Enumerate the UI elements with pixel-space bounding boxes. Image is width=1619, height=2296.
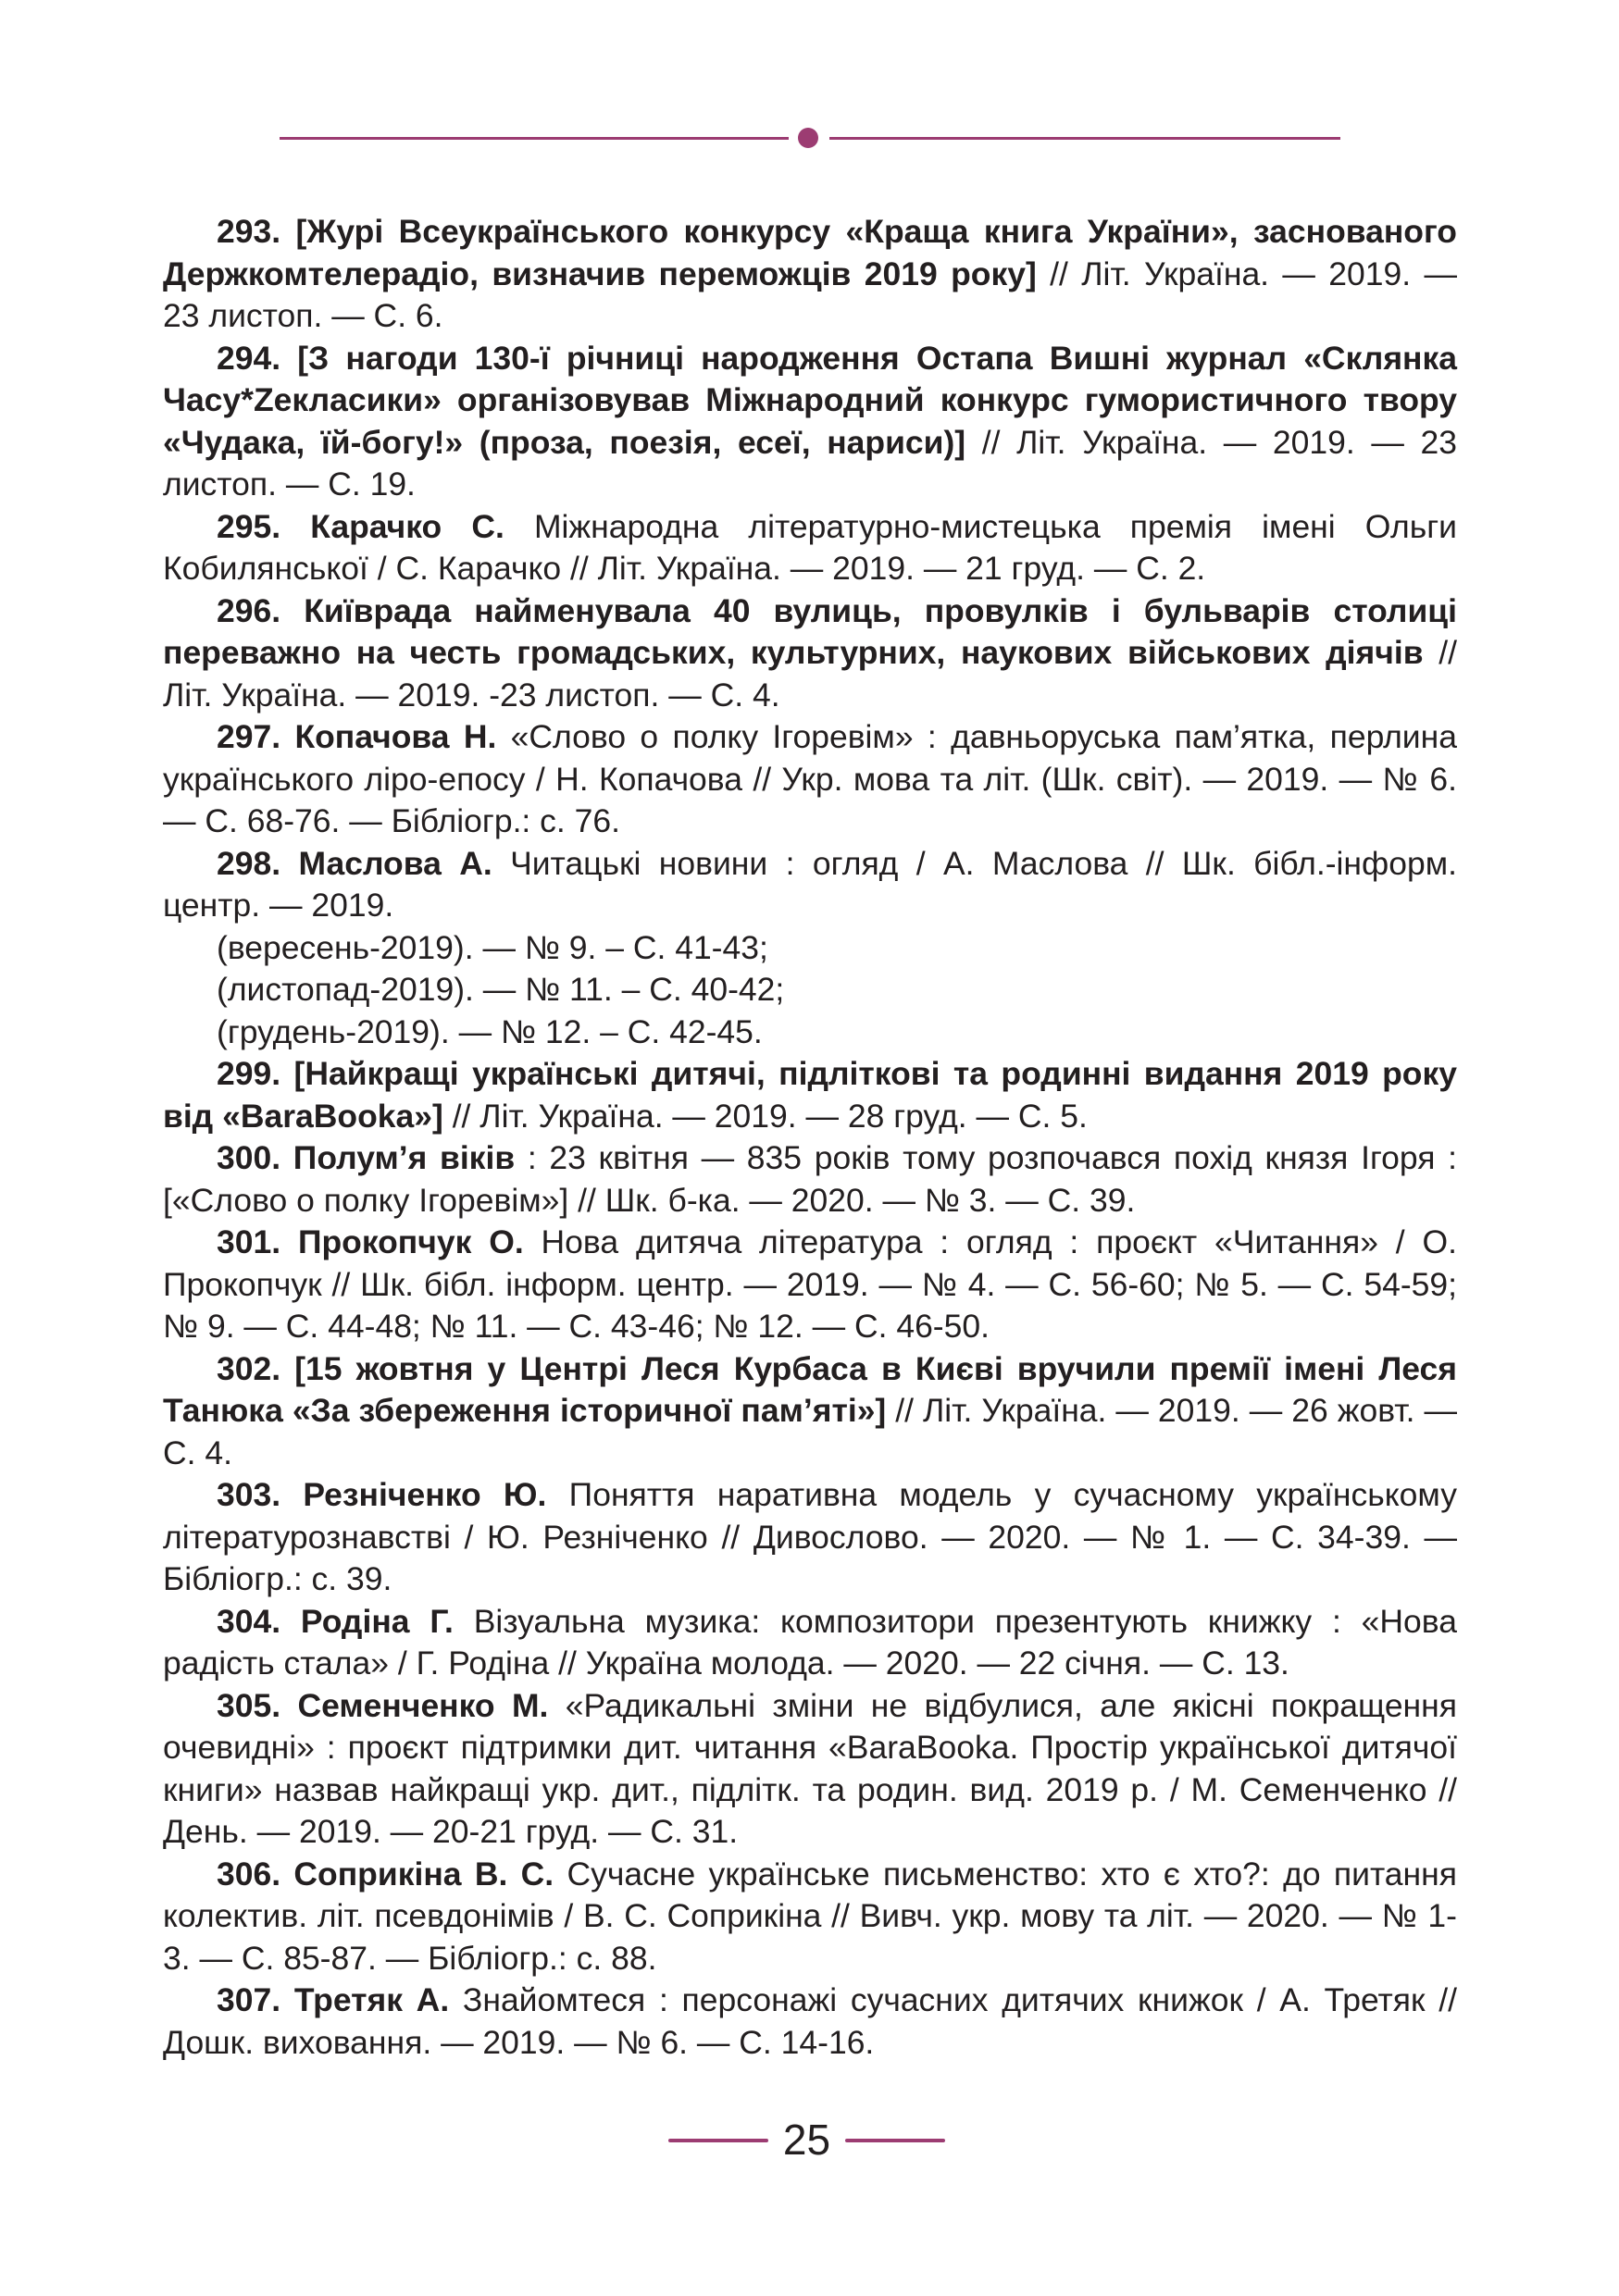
entry-details: Візуальна музика: композитори презентують книжку : «Нова радість стала» / Г. Родіна // Україна молода. — 2020. — 22 січня. — С. 13. bbox=[163, 1602, 1457, 1682]
entry-author: Соприкіна В. С. bbox=[293, 1855, 554, 1893]
entry-details: // Літ. Україна. — 2019. -23 листоп. — С. 4. bbox=[163, 634, 1457, 714]
page-footer bbox=[0, 2112, 1619, 2167]
bibliography-entry bbox=[163, 506, 1457, 590]
entry-number: 307. bbox=[217, 1981, 281, 2018]
ornament-dot bbox=[798, 128, 818, 148]
entry-author: Семенченко М. bbox=[297, 1686, 549, 1724]
entry-number: 293. bbox=[217, 213, 281, 250]
entry-bold-title: [Журі Всеукраїнського конкурсу «Краща книга України», заснованого Держкомтелерадіо, визначив переможців 2019 року] bbox=[163, 213, 1457, 292]
entry-author: Маслова А. bbox=[298, 844, 492, 882]
page-number: 25 bbox=[782, 2116, 831, 2164]
bibliography-entry bbox=[163, 1601, 1457, 1685]
entry-number: 298. bbox=[217, 844, 281, 882]
entry-bold-title: [Найкращі українські дитячі, підліткові та родинні видання 2019 року від «BaraBooka»] bbox=[163, 1055, 1457, 1135]
entry-number: 297. bbox=[217, 718, 281, 755]
entry-details: // Літ. Україна. — 2019. — 23 листоп. — С. 19. bbox=[163, 423, 1457, 503]
bibliography-entry bbox=[163, 1222, 1457, 1348]
entry-number: 294. bbox=[217, 339, 281, 377]
top-ornament bbox=[280, 128, 1340, 148]
bibliography-entry bbox=[163, 1053, 1457, 1137]
entry-details: // Літ. Україна. — 2019. — 28 груд. — С. 5. bbox=[442, 1097, 1088, 1135]
ornament-line-right bbox=[829, 137, 1340, 140]
entry-author: Карачко С. bbox=[310, 507, 504, 545]
bibliography-entry bbox=[163, 843, 1457, 1054]
entry-author: Резніченко Ю. bbox=[303, 1476, 547, 1513]
entry-number: 299. bbox=[217, 1055, 281, 1092]
bibliography-entry bbox=[163, 211, 1457, 338]
entry-details: «Радикальні зміни не відбулися, але якісні покращення очевидні» : проєкт підтримки дит. читання «BaraBooka. Простір української дитячої книги» назвав найкращі укр. дит., підлітк. та родин. вид. 2019 р. / М. Семенченко // День. — 2019. — 20-21 груд. — С. 31. bbox=[163, 1686, 1457, 1850]
bibliography-entry bbox=[163, 1685, 1457, 1854]
entry-bold-title: [15 жовтня у Центрі Леся Курбаса в Києві вручили премії імені Леся Танюка «За збереження історичної пам’яті»] bbox=[163, 1349, 1457, 1429]
entry-number: 302. bbox=[217, 1349, 281, 1387]
entry-number: 300. bbox=[217, 1139, 281, 1176]
entry-details: Міжнародна літературно-мистецька премія імені Ольги Кобилянської / С. Карачко // Літ. Україна. — 2019. — 21 груд. — С. 2. bbox=[163, 507, 1457, 587]
footer-line-right bbox=[845, 2139, 945, 2142]
bibliography-entry bbox=[163, 1474, 1457, 1601]
entry-details: Читацькі новини : огляд / А. Маслова // Шк. бібл.-інформ. центр. — 2019. bbox=[163, 844, 1457, 924]
entry-number: 295. bbox=[217, 507, 281, 545]
bibliography-entry bbox=[163, 1854, 1457, 1980]
entry-author: Третяк А. bbox=[293, 1981, 450, 2018]
entry-details: «Слово о полку Ігоревім» : давньоруська пам’ятка, перлина українського ліро-епосу / Н. Копачова // Укр. мова та літ. (Шк. світ). — 2019. — № 6. — С. 68-76. — Бібліогр.: с. 76. bbox=[163, 718, 1457, 839]
entry-number: 306. bbox=[217, 1855, 281, 1893]
entry-details: Нова дитяча література : огляд : проєкт «Читання» / О. Прокопчук // Шк. бібл. інформ. центр. — 2019. — № 4. — С. 56-60; № 5. — С. 54-59; № 9. — С. 44-48; № 11. — С. 43-46; № 12. — С. 46-50. bbox=[163, 1223, 1457, 1345]
entry-issue-line: (листопад-2019). — № 11. – С. 40-42; bbox=[217, 971, 785, 1008]
entry-details: : 23 квітня — 835 років тому розпочався похід князя Ігоря : [«Слово о полку Ігоревім»] // Шк. б-ка. — 2020. — № 3. — С. 39. bbox=[163, 1139, 1457, 1219]
bibliography-entry bbox=[163, 716, 1457, 843]
entry-details: Поняття наративна модель у сучасному українському літературознавстві / Ю. Резніченко // Дивослово. — 2020. — № 1. — С. 34-39. — Бібліогр.: с. 39. bbox=[163, 1476, 1457, 1597]
entry-number: 304. bbox=[217, 1602, 281, 1640]
entry-details: Знайомтеся : персонажі сучасних дитячих книжок / А. Третяк // Дошк. виховання. — 2019. — № 6. — С. 14-16. bbox=[163, 1981, 1457, 2061]
entry-bold-title: [З нагоди 130-ї річниці народження Остапа Вишні журнал «Склянка Часу*Zекласики» організовував Міжнародний конкурс гумористичного твору «Чудака, їй-богу!» (проза, поезія, есеї, нариси)] bbox=[163, 339, 1457, 461]
bibliography-entry bbox=[163, 338, 1457, 506]
entry-author: Копачова Н. bbox=[294, 718, 497, 755]
entry-bold-title: Київрада найменувала 40 вулиць, провулків і бульварів столиці переважно на честь громадських, культурних, наукових військових діячів bbox=[163, 591, 1457, 671]
entry-number: 305. bbox=[217, 1686, 281, 1724]
ornament-line-left bbox=[280, 137, 789, 140]
entry-author: Родіна Г. bbox=[300, 1602, 454, 1640]
bibliography-entry bbox=[163, 1348, 1457, 1475]
entry-number: 301. bbox=[217, 1223, 281, 1260]
bibliography-entry bbox=[163, 590, 1457, 717]
entry-details: Сучасне українське письменство: хто є хто?: до питання колектив. літ. псевдонімів / В. С. Соприкіна // Вивч. укр. мову та літ. — 2020. — № 1-3. — С. 85-87. — Бібліогр.: с. 88. bbox=[163, 1855, 1457, 1977]
bibliography-entry bbox=[163, 1137, 1457, 1222]
entry-number: 303. bbox=[217, 1476, 281, 1513]
entry-details: // Літ. Україна. — 2019. — 26 жовт. — С. 4. bbox=[163, 1392, 1457, 1471]
entry-number: 296. bbox=[217, 591, 281, 629]
bibliography-entry bbox=[163, 1980, 1457, 2064]
entry-issue-line: (вересень-2019). — № 9. – С. 41-43; bbox=[217, 928, 768, 966]
entry-author: Прокопчук О. bbox=[297, 1223, 524, 1260]
bibliography-list bbox=[163, 211, 1457, 2064]
entry-details: // Літ. Україна. — 2019. — 23 листоп. — С. 6. bbox=[163, 254, 1457, 334]
entry-issue-line: (грудень-2019). — № 12. – С. 42-45. bbox=[217, 1012, 763, 1050]
entry-bold-title: Полум’я віків bbox=[293, 1139, 516, 1176]
footer-line-left bbox=[668, 2139, 768, 2142]
